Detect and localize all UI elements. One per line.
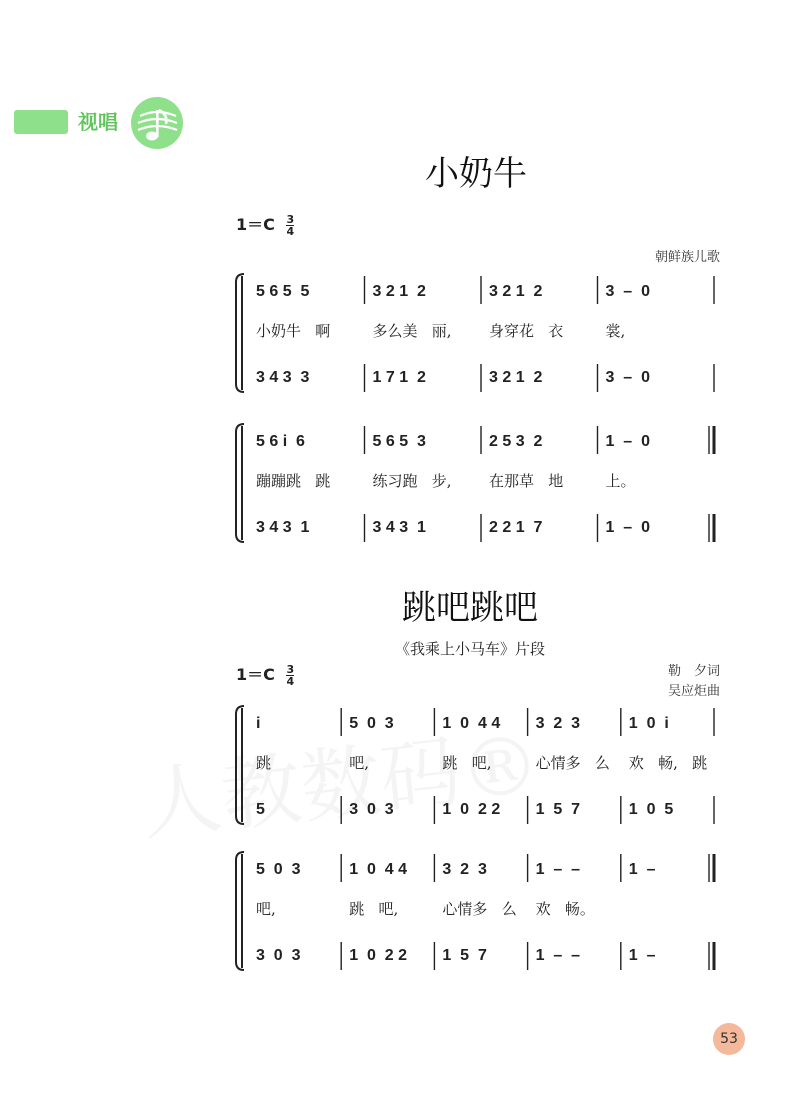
score-system bbox=[234, 700, 720, 840]
lyricist-credit: 勒 夕词 bbox=[667, 664, 720, 679]
score-system bbox=[234, 418, 720, 558]
lyric-text: 多么美 丽, bbox=[372, 322, 452, 340]
lower-notes: 3 4 3 1 bbox=[256, 519, 310, 536]
lower-notes: 1 7 1 2 bbox=[372, 369, 426, 386]
score-svg bbox=[234, 700, 720, 830]
upper-notes: 2 5 3 2 bbox=[489, 433, 543, 450]
lower-notes: 3 2 1 2 bbox=[489, 369, 543, 386]
lyric-text: 蹦蹦跳 跳 bbox=[256, 472, 331, 490]
time-signature: $\frac{3}{4}$ bbox=[286, 213, 295, 238]
section-label: 视唱 bbox=[78, 110, 118, 134]
time-signature: $\frac{3}{4}$ bbox=[286, 663, 295, 688]
lower-notes: 3 0 3 bbox=[256, 947, 301, 964]
upper-notes: 5 6 i 6 bbox=[256, 433, 305, 450]
lower-notes: 5 bbox=[256, 801, 265, 818]
lyric-text: 在那草 地 bbox=[489, 472, 564, 490]
upper-notes: 1 0 4 4 bbox=[349, 861, 408, 878]
lower-notes: 1 – bbox=[628, 947, 656, 964]
lower-notes: 1 0 5 bbox=[628, 801, 674, 818]
lyric-text: 欢 畅。 bbox=[535, 900, 595, 918]
song-subtitle: 《我乘上小马车》片段 bbox=[395, 640, 546, 658]
score-svg bbox=[234, 268, 720, 398]
lower-notes: 1 – – bbox=[535, 947, 581, 964]
lower-notes: 1 5 7 bbox=[535, 801, 581, 818]
upper-notes: 3 2 3 bbox=[535, 715, 581, 732]
lower-notes: 1 0 2 2 bbox=[442, 801, 501, 818]
upper-notes: 5 6 5 5 bbox=[256, 283, 310, 300]
lyric-text: 跳 bbox=[256, 754, 272, 772]
score-svg bbox=[234, 846, 720, 976]
upper-notes: 1 – 0 bbox=[605, 433, 650, 450]
upper-notes: 1 0 i bbox=[628, 715, 669, 732]
score-system bbox=[234, 268, 720, 408]
lyric-text: 小奶牛 啊 bbox=[256, 322, 331, 340]
song-title: 小奶牛 bbox=[425, 154, 527, 194]
upper-notes: 1 – bbox=[628, 861, 656, 878]
lyric-text: 跳 吧, bbox=[442, 754, 492, 772]
lower-notes: 3 – 0 bbox=[605, 369, 650, 386]
lower-notes: 1 5 7 bbox=[442, 947, 487, 964]
lower-notes: 2 2 1 7 bbox=[489, 519, 543, 536]
lyric-text: 心情多 么 bbox=[535, 754, 610, 772]
upper-notes: 5 6 5 3 bbox=[372, 433, 426, 450]
upper-notes: i bbox=[256, 715, 261, 732]
lyric-text: 上。 bbox=[605, 472, 636, 490]
upper-notes: 3 2 1 2 bbox=[372, 283, 426, 300]
upper-notes: 1 – – bbox=[535, 861, 581, 878]
song-title: 跳吧跳吧 bbox=[402, 588, 538, 628]
lower-notes: 1 0 2 2 bbox=[349, 947, 408, 964]
score-svg bbox=[234, 418, 720, 548]
lyric-text: 身穿花 衣 bbox=[489, 322, 564, 340]
composer-credit: 吴应炬曲 bbox=[667, 684, 720, 699]
lyric-text: 裳, bbox=[605, 322, 626, 340]
lyric-text: 吧, bbox=[256, 900, 276, 918]
lyric-text: 跳 吧, bbox=[349, 900, 399, 918]
lyric-text: 欢 畅, 跳 bbox=[628, 754, 708, 772]
lower-notes: 3 4 3 3 bbox=[256, 369, 310, 386]
upper-notes: 3 – 0 bbox=[605, 283, 650, 300]
key-signature: 1＝C $\frac{3}{4}$ bbox=[236, 213, 295, 238]
lyric-text: 练习跑 步, bbox=[372, 472, 452, 490]
page-number: 53 bbox=[713, 1023, 745, 1055]
upper-notes: 5 0 3 bbox=[349, 715, 394, 732]
upper-notes: 3 2 3 bbox=[442, 861, 487, 878]
section-color-bar bbox=[14, 110, 68, 134]
lyric-text: 吧, bbox=[349, 754, 369, 772]
music-note-icon bbox=[130, 96, 184, 150]
lyric-text: 心情多 么 bbox=[442, 900, 517, 918]
upper-notes: 1 0 4 4 bbox=[442, 715, 501, 732]
key-signature: 1＝C $\frac{3}{4}$ bbox=[236, 663, 295, 688]
upper-notes: 3 2 1 2 bbox=[489, 283, 543, 300]
lower-notes: 3 4 3 1 bbox=[372, 519, 426, 536]
lower-notes: 1 – 0 bbox=[605, 519, 650, 536]
upper-notes: 5 0 3 bbox=[256, 861, 301, 878]
lower-notes: 3 0 3 bbox=[349, 801, 394, 818]
score-system bbox=[234, 846, 720, 986]
song-credit: 朝鲜族儿歌 bbox=[654, 250, 720, 265]
